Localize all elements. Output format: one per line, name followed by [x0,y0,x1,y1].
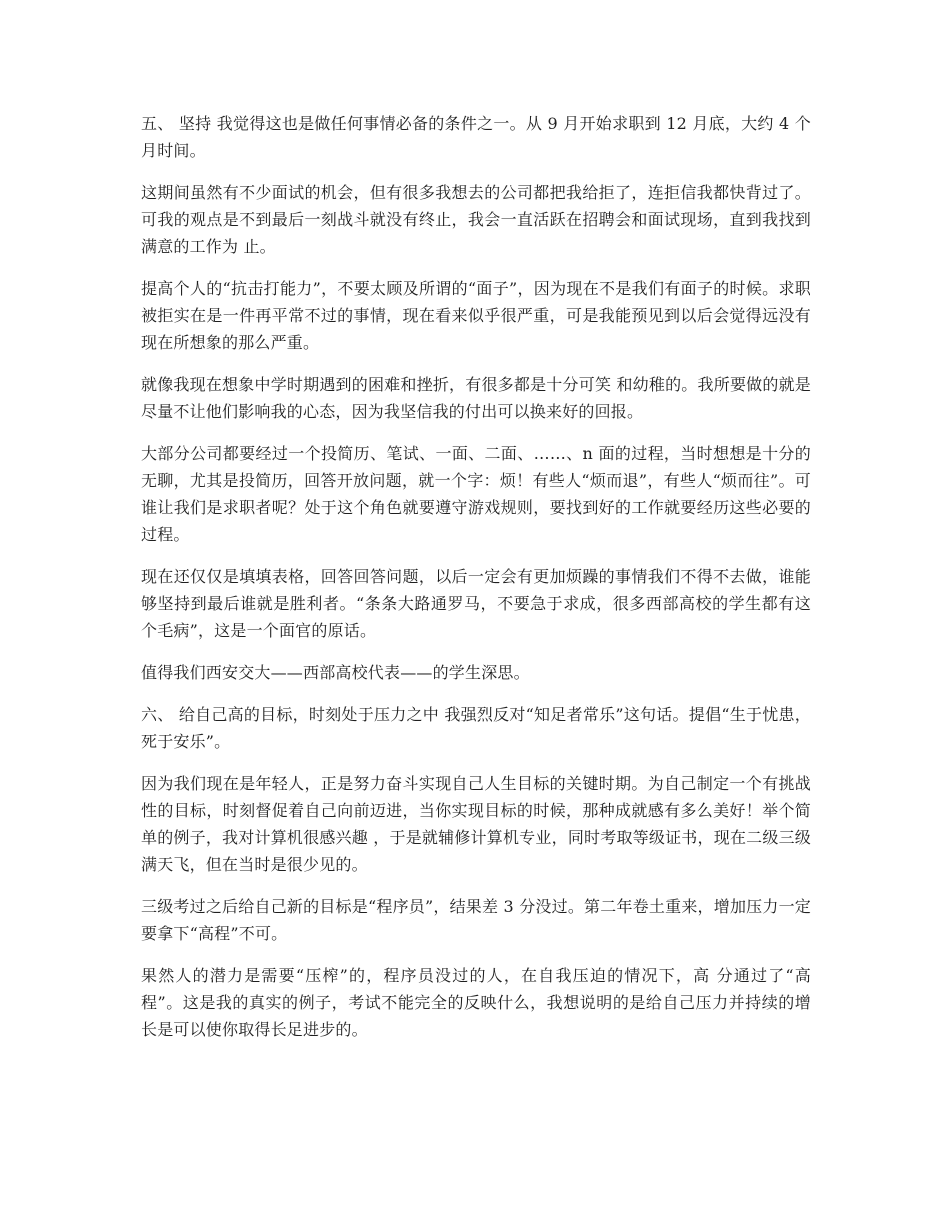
paragraph-new-target: 三级考过之后给自己新的目标是“程序员”，结果差 3 分没过。第二年卷土重来，增加压力一定要拿下“高程”不可。 [141,897,811,943]
paragraph-reflection: 值得我们西安交大——西部高校代表——的学生深思。 [141,663,530,682]
document-body [141,110,811,1058]
paragraph-potential: 果然人的潜力是需要“压榨”的，程序员没过的人，在自我压迫的情况下，高 分通过了“高程”。这是我的真实的例子，考试不能完全的反映什么，我想说明的是给自己压力并持续的增长是可以使你取得长足进步的。 [141,966,811,1039]
paragraph-goals-heading: 六、 给自己高的目标，时刻处于压力之中 我强烈反对“知足者常乐”这句话。提倡“生于忧患，死于安乐”。 [141,705,811,751]
paragraph-perseverance: 现在还仅仅是填填表格，回答回答问题，以后一定会有更加烦躁的事情我们不得不去做，谁能够坚持到最后谁就是胜利者。“条条大路通罗马，不要急于求成，很多西部高校的学生都有这 个毛病”，这是一个面官的原话。 [141,567,811,640]
paragraph-resilience: 提高个人的“抗击打能力”，不要太顾及所谓的“面子”，因为现在不是我们有面子的时候。求职被拒实在是一件再平常不过的事情，现在看来似乎很严重，可是我能预见到以后会觉得远没有现在所想象的那么严重。 [141,279,811,352]
paragraph-mindset: 就像我现在想象中学时期遇到的困难和挫折，有很多都是十分可笑 和幼稚的。我所要做的就是尽量不让他们影响我的心态，因为我坚信我的付出可以换来好的回报。 [141,375,811,421]
paragraph-challenging-goals: 因为我们现在是年轻人，正是努力奋斗实现自己人生目标的关键时期。为自己制定一个有挑战性的目标，时刻督促着自己向前迈进，当你实现目标的时候，那种成就感有多么美好！举个简单的例子，我对计算机很感兴趣 ，于是就辅修计算机专业，同时考取等级证书，现在二级三级满天飞，但在当时是很少见的。 [141,774,811,874]
paragraph-rejections: 这期间虽然有不少面试的机会，但有很多我想去的公司都把我给拒了，连拒信我都快背过了。可我的观点是不到最后一刻战斗就没有终止，我会一直活跃在招聘会和面试现场，直到我找到满意的工作为 止。 [141,183,811,256]
paragraph-persistence-heading: 五、 坚持 我觉得这也是做任何事情必备的条件之一。从 9 月开始求职到 12 月底，大约 4 个月时间。 [141,114,811,160]
paragraph-process: 大部分公司都要经过一个投简历、笔试、一面、二面、……、n 面的过程，当时想想是十分的无聊，尤其是投简历，回答开放问题，就一个字：烦！有些人“烦而退”，有些人“烦而往”。可 谁让我们是求职者呢？处于这个角色就要遵守游戏规则，要找到好的工作就要经历这些必要的过程。 [141,444,811,544]
